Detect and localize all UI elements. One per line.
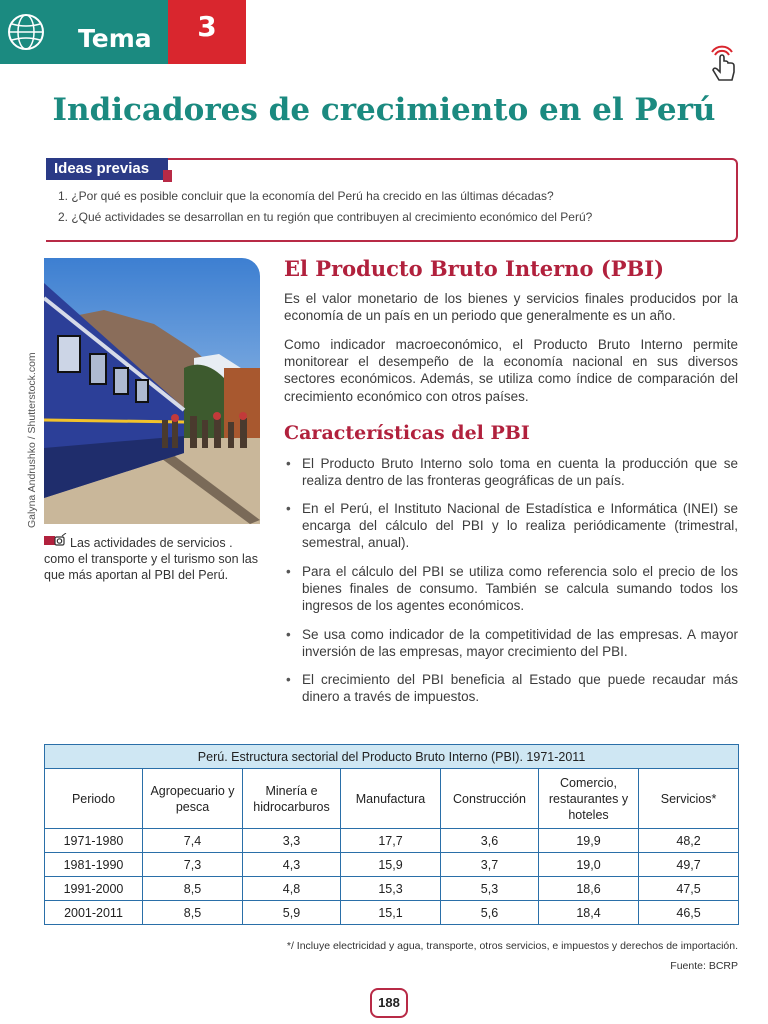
tema-label: Tema [78, 24, 152, 53]
table-cell: 15,1 [341, 901, 441, 925]
pbi-sector-table [44, 744, 739, 925]
table-header: Minería e hidrocarburos [243, 769, 341, 829]
tema-number: 3 [197, 10, 217, 43]
table-cell: 15,3 [341, 877, 441, 901]
table-cell: 3,6 [441, 829, 539, 853]
table-cell: 1971-1980 [45, 829, 143, 853]
table-cell: 8,5 [143, 901, 243, 925]
table-cell: 47,5 [639, 877, 739, 901]
caracteristica-item: • El crecimiento del PBI beneficia al Estado que puede recaudar más dinero a través de impuestos. [286, 671, 738, 705]
ideas-question-1: 1. ¿Por qué es posible concluir que la economía del Perú ha crecido en las últimas décadas? [58, 189, 554, 203]
table-cell: 2001-2011 [45, 901, 143, 925]
ideas-tab-corner [163, 170, 172, 182]
section-heading-caracteristicas: Características del PBI [284, 422, 530, 444]
hand-pointer-icon[interactable] [704, 42, 740, 86]
table-cell: 19,0 [539, 853, 639, 877]
table-header: Manufactura [341, 769, 441, 829]
table-source: Fuente: BCRP [670, 960, 738, 972]
table-footnote: */ Incluye electricidad y agua, transporte, otros servicios, e impuestos y derechos de importación. [286, 940, 738, 952]
table-cell: 7,4 [143, 829, 243, 853]
globe-icon [6, 12, 46, 52]
train-illustration [44, 258, 260, 524]
table-title: Perú. Estructura sectorial del Producto Bruto Interno (PBI). 1971-2011 [45, 745, 739, 769]
table-cell: 1991-2000 [45, 877, 143, 901]
table-cell: 5,9 [243, 901, 341, 925]
table-cell: 18,4 [539, 901, 639, 925]
table-cell: 15,9 [341, 853, 441, 877]
table-cell: 1981-1990 [45, 853, 143, 877]
table-header: Construcción [441, 769, 539, 829]
table-cell: 18,6 [539, 877, 639, 901]
table-row [45, 853, 739, 877]
tema-number-box [168, 0, 246, 64]
pbi-paragraph-1: Es el valor monetario de los bienes y servicios finales producidos por la economía de un país en un periodo que generalmente es un año. [284, 291, 738, 324]
section-heading-pbi: El Producto Bruto Interno (PBI) [284, 256, 665, 281]
table-row [45, 829, 739, 853]
table-header: Comercio, restaurantes y hoteles [539, 769, 639, 829]
pbi-paragraph-2: Como indicador macroeconómico, el Producto Bruto Interno permite monitorear el desempeño de la economía nacional en sus diversos sectores económicos. Además, se utiliza como índice de comparación del crecimiento económico con otros países. [284, 337, 738, 404]
table-row [45, 901, 739, 925]
table-cell: 17,7 [341, 829, 441, 853]
table-cell: 3,3 [243, 829, 341, 853]
table-header: Agropecuario y pesca [143, 769, 243, 829]
caracteristica-item: • El Producto Bruto Interno solo toma en cuenta la producción que se realiza dentro de las fronteras geográficas de un país. [286, 455, 738, 489]
caracteristica-item: • Se usa como indicador de la competitividad de las empresas. A mayor inversión de las empresas, mayor crecimiento del PBI. [286, 626, 738, 660]
train-photo [44, 258, 260, 524]
table-cell: 8,5 [143, 877, 243, 901]
photo-credit: Galyna Andrushko / Shutterstock.com [26, 352, 38, 528]
table-cell: 4,3 [243, 853, 341, 877]
table-header: Periodo [45, 769, 143, 829]
table-cell: 5,6 [441, 901, 539, 925]
tema-band [0, 0, 168, 64]
caracteristica-item: • Para el cálculo del PBI se utiliza como referencia solo el precio de los bienes finales de consumo. También se calcula sumando todos los ingresos de los agentes económicos. [286, 563, 738, 615]
table-cell: 48,2 [639, 829, 739, 853]
ideas-previas-label: Ideas previas [54, 160, 150, 177]
page-title: Indicadores de crecimiento en el Perú [52, 92, 716, 128]
table-header: Servicios* [639, 769, 739, 829]
table-cell: 49,7 [639, 853, 739, 877]
ideas-question-2: 2. ¿Qué actividades se desarrollan en tu región que contribuyen al crecimiento económico del Perú? [58, 210, 593, 224]
photo-caption: Las actividades de servicios . como el transporte y el turismo son las que más aportan al PBI del Perú. [44, 536, 258, 582]
table-cell: 7,3 [143, 853, 243, 877]
page-number: 188 [370, 988, 408, 1018]
caracteristica-item: • En el Perú, el Instituto Nacional de Estadística e Informática (INEI) se encarga del cálculo del PBI y lo realiza periódicamente (trimestral, semestral, anual). [286, 500, 738, 552]
table-cell: 5,3 [441, 877, 539, 901]
table-cell: 3,7 [441, 853, 539, 877]
table-row [45, 877, 739, 901]
table-cell: 4,8 [243, 877, 341, 901]
table-cell: 46,5 [639, 901, 739, 925]
ideas-previas-tab [46, 158, 168, 180]
table-cell: 19,9 [539, 829, 639, 853]
